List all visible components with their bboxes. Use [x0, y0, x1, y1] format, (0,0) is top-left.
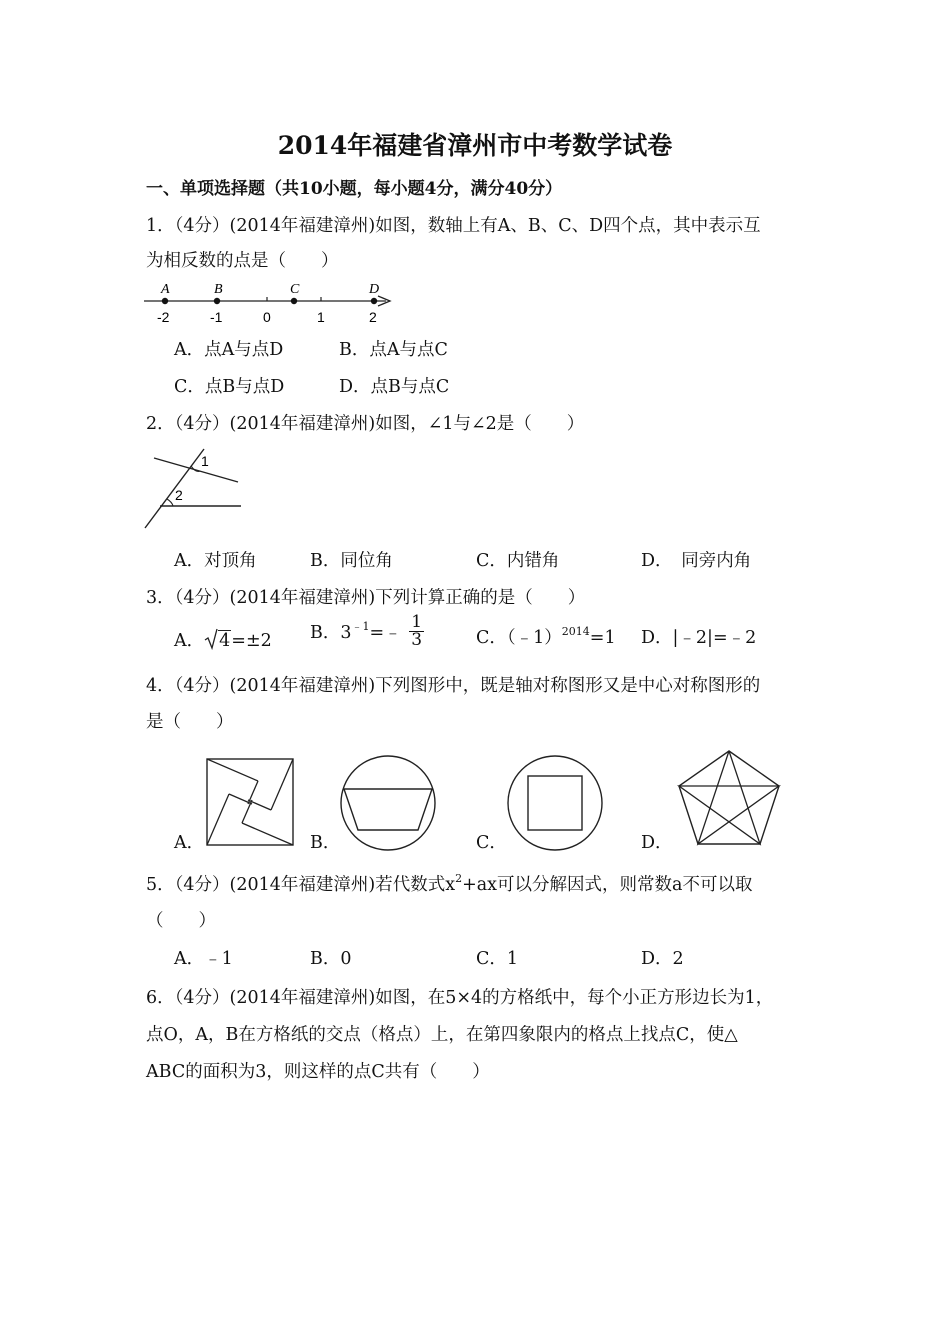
q6-text-line1: 6．（4分）(2014年福建漳州)如图，在5×4的方格纸中，每个小正方形边长为1，: [146, 988, 774, 1008]
q2-text-line1: 2．（4分）(2014年福建漳州)如图，∠1与∠2是（ ）: [146, 414, 585, 434]
point-b-dot: [214, 298, 220, 304]
upper-line: [154, 458, 238, 482]
q4-option-c-label[interactable]: C．: [476, 833, 507, 853]
point-d-label: D: [369, 282, 380, 297]
q4-option-b-label[interactable]: B．: [310, 833, 341, 853]
q3-option-b-rest: =﹣: [369, 623, 402, 643]
sqrt-symbol: [204, 624, 231, 651]
q3-option-a[interactable]: [174, 624, 272, 652]
q1-option-b[interactable]: B．点A与点C: [339, 340, 448, 360]
exponent: 2014: [561, 625, 590, 638]
q1-option-a[interactable]: A．点A与点D: [174, 340, 284, 360]
tick-label: -2: [157, 309, 170, 325]
q5-option-c[interactable]: C．1: [476, 949, 519, 969]
point-b-label: B: [214, 282, 223, 297]
q4-text-line2: 是（ ）: [146, 712, 234, 732]
angle-1-label: 1: [201, 453, 209, 469]
q3-option-b-label: B．3: [310, 623, 352, 643]
q3-option-d[interactable]: D．|﹣2|=﹣2: [641, 628, 757, 648]
section-heading: 一、单项选择题（共10小题，每小题4分，满分40分）: [146, 179, 563, 199]
fraction-denominator: 3: [411, 630, 423, 650]
q1-text-line1: 1．（4分）(2014年福建漳州)如图，数轴上有A、B、C、D四个点，其中表示互: [146, 216, 761, 236]
angles-figure: [140, 445, 250, 535]
fraction-numerator: 1: [411, 612, 423, 632]
q3-option-a-rest: =±2: [231, 631, 272, 651]
q3-option-a-label: A．: [174, 631, 205, 651]
tick-label: -1: [210, 309, 223, 325]
q1-text-line2: 为相反数的点是（ ）: [146, 251, 339, 271]
angle-2-arc: [167, 499, 173, 506]
q1-option-d[interactable]: D．点B与点C: [339, 377, 450, 397]
radical-sign: [204, 628, 218, 650]
q5-option-a[interactable]: A．﹣1: [174, 949, 233, 969]
figure-d-pentagram[interactable]: [676, 748, 782, 848]
exponent: 2: [455, 872, 463, 885]
q3-option-c-label: C．（﹣1）: [476, 628, 562, 648]
fraction: [409, 614, 424, 649]
q6-text-line2: 点O，A，B在方格纸的交点（格点）上，在第四象限内的格点上找点C，使△: [146, 1025, 738, 1045]
q2-option-a[interactable]: A．对顶角: [174, 551, 257, 571]
page-title: 2014年福建省漳州市中考数学试卷: [277, 131, 673, 160]
q3-option-c[interactable]: [476, 624, 616, 649]
figure-b-circle-trapezoid[interactable]: [338, 753, 440, 855]
q4-text-line1: 4．（4分）(2014年福建漳州)下列图形中，既是轴对称图形又是中心对称图形的: [146, 676, 761, 696]
q4-option-a-label[interactable]: A．: [174, 833, 205, 853]
q5-text-part1: 5．（4分）(2014年福建漳州)若代数式x: [146, 875, 456, 895]
q5-text-part2: +ax可以分解因式，则常数a不可以取: [462, 875, 753, 895]
figure-c-circle-square[interactable]: [505, 753, 607, 855]
q3-option-c-rest: =1: [589, 628, 616, 648]
angle-2-label: 2: [175, 487, 183, 503]
point-c-label: C: [290, 282, 300, 297]
q5-text-line1: [146, 871, 752, 896]
number-line-figure: [140, 280, 400, 325]
q3-text-line1: 3．（4分）(2014年福建漳州)下列计算正确的是（ ）: [146, 588, 586, 608]
tick-label: 2: [369, 309, 377, 325]
tick-label: 1: [317, 309, 325, 325]
q2-option-b[interactable]: B．同位角: [310, 551, 393, 571]
exponent: ﹣1: [351, 620, 370, 633]
point-a-label: A: [161, 282, 170, 297]
q5-option-b[interactable]: B．0: [310, 949, 352, 969]
point-d-dot: [371, 298, 377, 304]
point-c-dot: [291, 298, 297, 304]
q3-option-b[interactable]: [310, 614, 424, 649]
figure-a-pinwheel-square[interactable]: [205, 757, 295, 847]
q4-option-d-label[interactable]: D．: [641, 833, 673, 853]
q5-text-line2: （ ）: [146, 911, 216, 931]
q1-option-c[interactable]: C．点B与点D: [174, 377, 285, 397]
radicand: 4: [219, 631, 231, 651]
point-a-dot: [162, 298, 168, 304]
q2-option-c[interactable]: C．内错角: [476, 551, 560, 571]
q6-text-line3: ABC的面积为3，则这样的点C共有（ ）: [146, 1062, 490, 1082]
q2-option-d[interactable]: D． 同旁内角: [641, 551, 752, 571]
tick-label: 0: [263, 309, 271, 325]
q5-option-d[interactable]: D．2: [641, 949, 684, 969]
